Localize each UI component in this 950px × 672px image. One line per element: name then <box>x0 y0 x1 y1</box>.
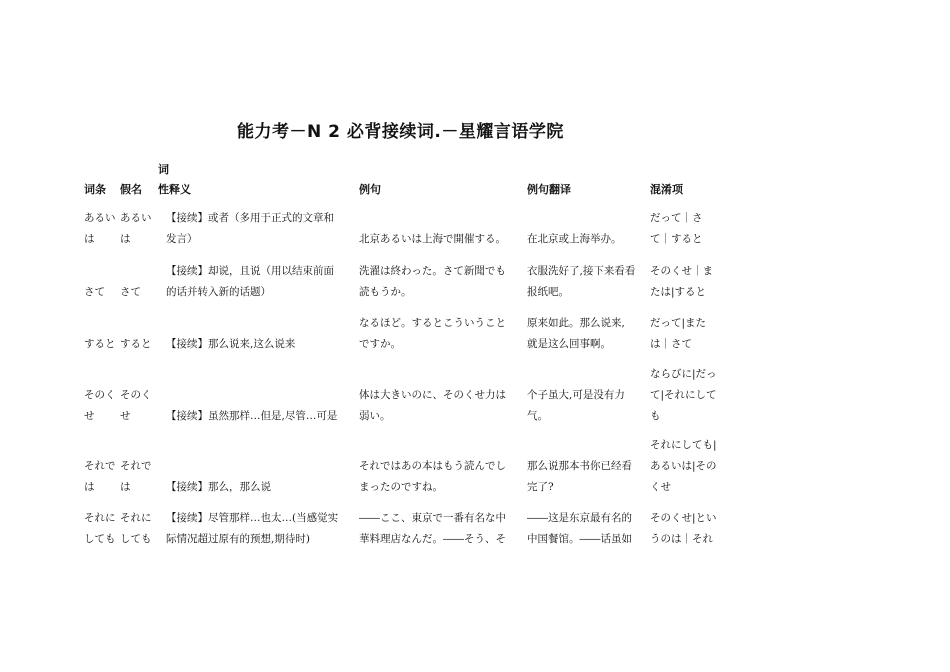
cell-line: さて <box>120 286 141 298</box>
translation-cell <box>527 313 645 355</box>
cell-line: は <box>84 481 95 493</box>
kana-cell <box>120 208 154 250</box>
header-word: 词条 <box>84 183 106 196</box>
meaning-cell <box>166 477 352 498</box>
confusion-cell <box>650 208 720 250</box>
translation-cell <box>527 508 645 550</box>
cell-line: 气。 <box>527 410 548 422</box>
cell-line: 【接续】虽然那样…但是,尽管…可是 <box>166 410 338 422</box>
example-cell <box>359 508 521 550</box>
cell-line: 原来如此。那么说来, <box>527 317 625 329</box>
cell-line: て|それにして <box>650 389 717 401</box>
cell-line: 衣服洗好了,接下来看看 <box>527 265 636 277</box>
cell-line: うのは｜それ <box>650 533 713 545</box>
cell-line: あるい <box>84 212 116 224</box>
cell-line: 报纸吧。 <box>527 286 569 298</box>
cell-line: さて <box>84 286 105 298</box>
cell-line: ――这是东京最有名的 <box>527 512 632 524</box>
example-cell <box>359 261 521 303</box>
cell-line: せ <box>120 410 131 422</box>
confusion-cell <box>650 435 720 498</box>
cell-line: 華料理店なんだ。――そう、そ <box>359 533 506 545</box>
header-meaning: 性释义 <box>158 183 191 196</box>
confusion-cell <box>650 508 720 550</box>
cell-line: あるい <box>120 212 152 224</box>
header-confusion: 混淆项 <box>650 183 683 196</box>
cell-line: しても <box>120 533 152 545</box>
cell-line: ならびに|だっ <box>650 368 717 380</box>
meaning-cell <box>166 261 352 303</box>
cell-line: 【接续】尽管那样…也太…(当感觉实 <box>166 512 339 524</box>
cell-line: それではあの本はもう読んでし <box>359 460 506 472</box>
cell-line: 在北京或上海举办。 <box>527 233 622 245</box>
translation-cell <box>527 456 645 498</box>
cell-line: それで <box>84 460 116 472</box>
cell-line: せ <box>84 410 95 422</box>
example-cell <box>359 313 521 355</box>
cell-line: それに <box>84 512 116 524</box>
meaning-cell <box>166 508 352 550</box>
header-pos-top: 词 <box>158 163 169 176</box>
header-translation: 例句翻译 <box>527 183 571 196</box>
cell-line: しても <box>84 533 116 545</box>
translation-cell <box>527 385 645 427</box>
cell-line: たは|すると <box>650 286 707 298</box>
cell-line: それで <box>120 460 152 472</box>
kana-cell <box>120 456 154 498</box>
cell-line: それにしても| <box>650 439 717 451</box>
header-kana: 假名 <box>120 183 142 196</box>
cell-line: も <box>650 410 661 422</box>
confusion-cell <box>650 261 720 303</box>
cell-line: 【接续】那么，那么说 <box>166 481 271 493</box>
cell-line: まったのですね。 <box>359 481 443 493</box>
cell-line: 【接续】那么说来,这么说来 <box>166 338 296 350</box>
cell-line: 弱い。 <box>359 410 391 422</box>
kana-cell <box>120 334 154 355</box>
example-cell <box>359 456 521 498</box>
cell-line: ですか。 <box>359 338 401 350</box>
cell-line: て｜すると <box>650 233 703 245</box>
cell-line: そのく <box>120 389 152 401</box>
word-cell <box>84 385 118 427</box>
cell-line: だって|また <box>650 317 707 329</box>
cell-line: だって｜さ <box>650 212 703 224</box>
word-cell <box>84 282 118 303</box>
cell-line: そのくせ｜ま <box>650 265 713 277</box>
header-example: 例句 <box>359 183 381 196</box>
meaning-cell <box>166 334 352 355</box>
cell-line: 洗濯は終わった。さて新聞でも <box>359 265 506 277</box>
cell-line: あるいは|その <box>650 460 717 472</box>
cell-line: くせ <box>650 481 671 493</box>
cell-line: 发言） <box>166 233 198 245</box>
example-cell <box>359 385 521 427</box>
cell-line: 的话并转入新的话题） <box>166 286 271 298</box>
cell-line: そのく <box>84 389 116 401</box>
confusion-cell <box>650 313 720 355</box>
translation-cell <box>527 261 645 303</box>
example-cell <box>359 229 521 250</box>
cell-line: は｜さて <box>650 338 692 350</box>
cell-line: 北京あるいは上海で開催する。 <box>359 233 506 245</box>
cell-line: すると <box>84 338 116 350</box>
word-cell <box>84 508 118 550</box>
cell-line: は <box>120 481 131 493</box>
cell-line: ――ここ、東京で一番有名な中 <box>359 512 506 524</box>
cell-line: 个子虽大,可是没有力 <box>527 389 625 401</box>
word-cell <box>84 334 118 355</box>
kana-cell <box>120 385 154 427</box>
kana-cell <box>120 508 154 550</box>
meaning-cell <box>166 406 352 427</box>
confusion-cell <box>650 364 720 427</box>
cell-line: 中国餐馆。――话虽如 <box>527 533 632 545</box>
cell-line: 完了? <box>527 481 554 493</box>
cell-line: は <box>84 233 95 245</box>
page-title: 能力考－N 2 必背接续词.－星耀言语学院 <box>237 122 564 142</box>
cell-line: 际情况超过原有的预想,期待时) <box>166 533 310 545</box>
cell-line: 体は大きいのに、そのくせ力は <box>359 389 506 401</box>
cell-line: すると <box>120 338 152 350</box>
word-cell <box>84 456 118 498</box>
word-cell <box>84 208 118 250</box>
cell-line: それに <box>120 512 152 524</box>
cell-line: 就是这么回事啊。 <box>527 338 611 350</box>
cell-line: なるほど。するとこういうこと <box>359 317 506 329</box>
cell-line: 【接续】或者（多用于正式的文章和 <box>166 212 334 224</box>
cell-line: 【接续】却说，且说（用以结束前面 <box>166 265 334 277</box>
cell-line: 読もうか。 <box>359 286 412 298</box>
cell-line: そのくせ|とい <box>650 512 717 524</box>
meaning-cell <box>166 208 352 250</box>
cell-line: は <box>120 233 131 245</box>
translation-cell <box>527 229 645 250</box>
cell-line: 那么说那本书你已经看 <box>527 460 632 472</box>
kana-cell <box>120 282 154 303</box>
